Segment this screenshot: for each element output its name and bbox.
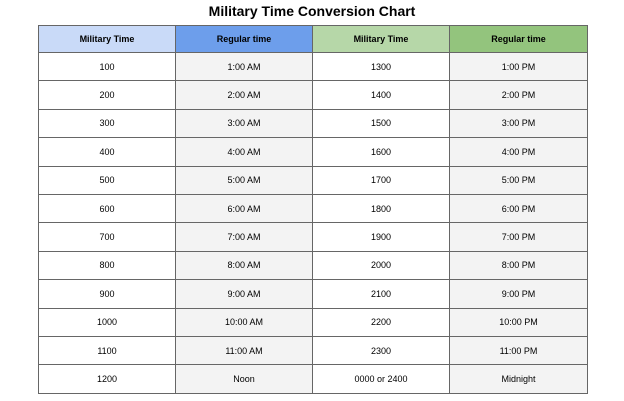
table-row xyxy=(39,81,588,109)
cell-military-time-am: 1100 xyxy=(39,336,176,364)
table-row xyxy=(39,166,588,194)
cell-regular-time-pm: 8:00 PM xyxy=(450,251,588,279)
cell-military-time-pm: 1600 xyxy=(313,138,450,166)
cell-military-time-am: 700 xyxy=(39,223,176,251)
cell-military-time-am: 200 xyxy=(39,81,176,109)
cell-regular-time-am: 2:00 AM xyxy=(176,81,313,109)
cell-regular-time-pm: 7:00 PM xyxy=(450,223,588,251)
cell-military-time-pm: 0000 or 2400 xyxy=(313,365,450,393)
cell-military-time-pm: 1400 xyxy=(313,81,450,109)
conversion-table xyxy=(38,25,588,394)
table-row xyxy=(39,138,588,166)
cell-military-time-am: 400 xyxy=(39,138,176,166)
cell-military-time-am: 100 xyxy=(39,53,176,81)
cell-regular-time-am: 4:00 AM xyxy=(176,138,313,166)
cell-regular-time-pm: 3:00 PM xyxy=(450,109,588,137)
cell-regular-time-am: 11:00 AM xyxy=(176,336,313,364)
cell-regular-time-am: 6:00 AM xyxy=(176,194,313,222)
cell-regular-time-pm: 4:00 PM xyxy=(450,138,588,166)
header-military-time-1: Military Time xyxy=(39,26,176,53)
cell-military-time-pm: 2100 xyxy=(313,280,450,308)
cell-regular-time-pm: 9:00 PM xyxy=(450,280,588,308)
header-military-time-2: Military Time xyxy=(313,26,450,53)
cell-military-time-pm: 1700 xyxy=(313,166,450,194)
cell-military-time-pm: 1800 xyxy=(313,194,450,222)
cell-regular-time-pm: 10:00 PM xyxy=(450,308,588,336)
cell-military-time-pm: 1900 xyxy=(313,223,450,251)
cell-military-time-am: 1200 xyxy=(39,365,176,393)
cell-regular-time-am: 9:00 AM xyxy=(176,280,313,308)
cell-military-time-pm: 1500 xyxy=(313,109,450,137)
cell-regular-time-am: 1:00 AM xyxy=(176,53,313,81)
cell-regular-time-pm: 2:00 PM xyxy=(450,81,588,109)
table-row xyxy=(39,251,588,279)
cell-regular-time-am: 3:00 AM xyxy=(176,109,313,137)
table-body xyxy=(39,53,588,394)
table-row xyxy=(39,53,588,81)
table-row xyxy=(39,308,588,336)
cell-military-time-pm: 1300 xyxy=(313,53,450,81)
cell-military-time-am: 1000 xyxy=(39,308,176,336)
cell-regular-time-am: Noon xyxy=(176,365,313,393)
cell-regular-time-am: 8:00 AM xyxy=(176,251,313,279)
cell-military-time-am: 600 xyxy=(39,194,176,222)
cell-military-time-am: 900 xyxy=(39,280,176,308)
table-row xyxy=(39,223,588,251)
header-regular-time-1: Regular time xyxy=(176,26,313,53)
header-row xyxy=(39,26,588,53)
cell-military-time-am: 500 xyxy=(39,166,176,194)
cell-regular-time-am: 7:00 AM xyxy=(176,223,313,251)
cell-regular-time-pm: 6:00 PM xyxy=(450,194,588,222)
cell-regular-time-am: 10:00 AM xyxy=(176,308,313,336)
cell-military-time-am: 300 xyxy=(39,109,176,137)
table-row xyxy=(39,280,588,308)
cell-regular-time-pm: 5:00 PM xyxy=(450,166,588,194)
cell-military-time-pm: 2300 xyxy=(313,336,450,364)
header-regular-time-2: Regular time xyxy=(450,26,588,53)
cell-regular-time-pm: 1:00 PM xyxy=(450,53,588,81)
table-row xyxy=(39,336,588,364)
cell-military-time-pm: 2000 xyxy=(313,251,450,279)
table-row xyxy=(39,365,588,393)
cell-regular-time-pm: 11:00 PM xyxy=(450,336,588,364)
cell-regular-time-pm: Midnight xyxy=(450,365,588,393)
cell-military-time-am: 800 xyxy=(39,251,176,279)
chart-title: Military Time Conversion Chart xyxy=(208,3,416,19)
table-row xyxy=(39,194,588,222)
table-row xyxy=(39,109,588,137)
cell-regular-time-am: 5:00 AM xyxy=(176,166,313,194)
cell-military-time-pm: 2200 xyxy=(313,308,450,336)
